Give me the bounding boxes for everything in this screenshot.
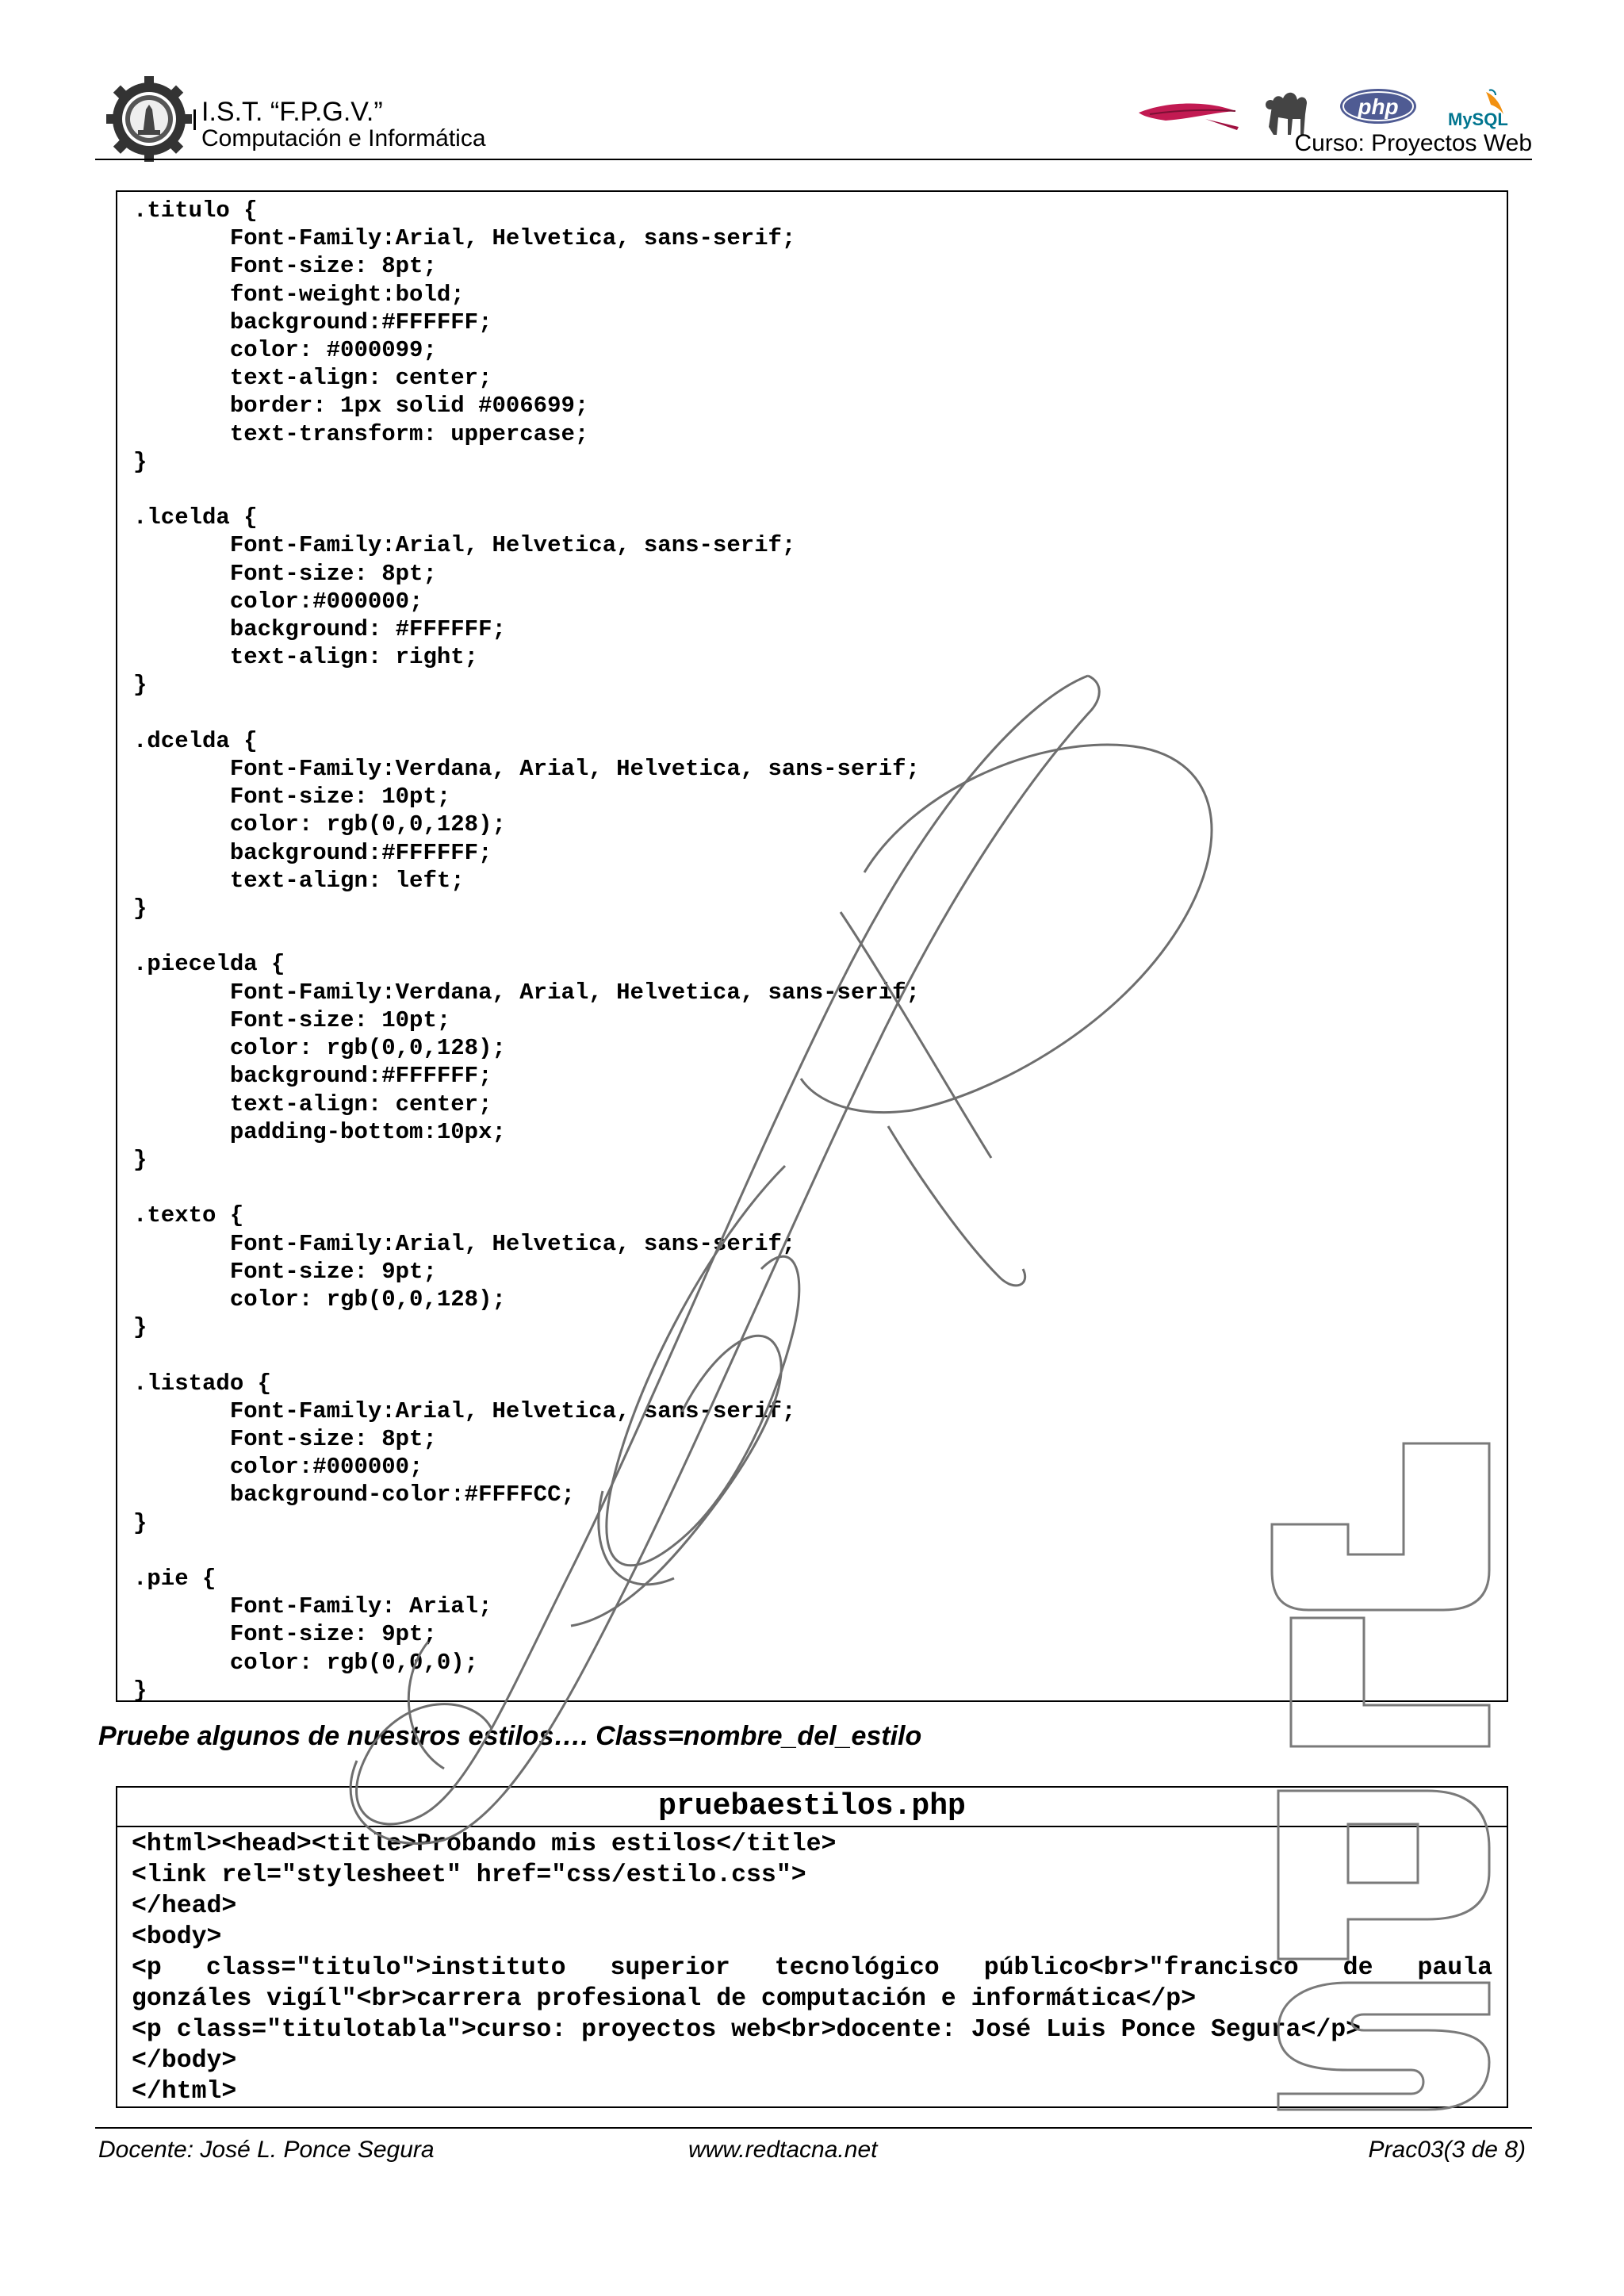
css-code-line: Font-Family:Arial, Helvetica, sans-serif; [133,225,796,252]
php-code-line: </html> [132,2078,237,2106]
css-code-line: .piecelda { [133,951,285,978]
css-code-line: color: #000099; [133,337,437,364]
php-code-line: <html><head><title>Probando mis estilos</title> [132,1830,837,1858]
footer-divider [95,2127,1532,2129]
course-title: Curso: Proyectos Web [1294,130,1532,156]
php-code [117,1827,1507,2107]
css-code-line: .titulo { [133,197,258,224]
css-code-line: } [133,1146,147,1173]
footer-teacher: Docente: José L. Ponce Segura [98,2137,435,2163]
php-logo-icon [1340,89,1416,124]
apache-feather-icon [1139,103,1239,130]
institute-logo [100,75,203,167]
css-code-line: background:#FFFFFF; [133,839,492,866]
css-code-line: background:#FFFFFF; [133,1063,492,1090]
footer-website: www.redtacna.net [688,2137,878,2163]
css-code-line: .listado { [133,1370,272,1397]
css-code-line: Font-Family:Arial, Helvetica, sans-serif; [133,1230,796,1257]
css-code-line: Font-size: 8pt; [133,1425,437,1452]
php-code-line: <p class="titulotabla">curso: proyectos web<br>docente: José Luis Ponce Segura</p> [132,2016,1362,2044]
instruction-caption: Pruebe algunos de nuestros estilos…. Class=nombre_del_estilo [98,1721,922,1751]
css-code-line: text-align: right; [133,644,479,671]
css-code-line: Font-Family:Arial, Helvetica, sans-serif; [133,1397,796,1424]
css-code-line: Font-Family:Verdana, Arial, Helvetica, sans-serif; [133,756,920,783]
svg-text:MySQL: MySQL [1448,109,1508,129]
gear-seal-icon [100,75,203,163]
css-code [117,192,1507,1704]
institute-name: I.S.T. “F.P.G.V.” [201,97,383,127]
css-code-line: background:#FFFFFF; [133,309,492,335]
perl-camel-icon [1266,93,1307,135]
css-code-line: } [133,895,147,922]
css-code-line: Font-Family:Verdana, Arial, Helvetica, sans-serif; [133,979,920,1006]
php-code-line: </head> [132,1892,237,1920]
css-code-line: } [133,672,147,699]
php-code-line: </body> [132,2047,237,2075]
css-code-line: color: rgb(0,0,0); [133,1649,479,1676]
php-code-line: <link rel="stylesheet" href="css/estilo.css"> [132,1861,806,1889]
footer-page-number: Prac03(3 de 8) [1368,2137,1526,2163]
css-code-line: color: rgb(0,0,128); [133,811,506,838]
css-code-line: background: #FFFFFF; [133,616,506,643]
css-code-line: .texto { [133,1202,244,1229]
css-code-line: Font-size: 9pt; [133,1621,437,1648]
css-code-line: Font-size: 8pt; [133,253,437,280]
php-file-title: pruebaestilos.php [117,1788,1507,1827]
css-code-line: color:#000000; [133,588,423,615]
css-code-line: color: rgb(0,0,128); [133,1035,506,1062]
css-code-line: text-align: center; [133,1091,492,1117]
css-code-line: color:#000000; [133,1454,423,1481]
php-code-box [116,1786,1508,2108]
css-code-line: Font-size: 10pt; [133,1006,451,1033]
institute-name-block [201,98,486,152]
css-code-line: } [133,1314,147,1341]
mysql-logo-icon [1448,90,1508,129]
css-code-line: } [133,1677,147,1704]
css-code-line: Font-size: 10pt; [133,784,451,811]
php-code-line: <p class="titulo">instituto superior tecnológico público<br>"francisco de paula [132,1954,1492,1982]
css-code-line: } [133,448,147,475]
css-code-line: Font-Family: Arial; [133,1593,492,1620]
css-code-line: background-color:#FFFFCC; [133,1481,575,1508]
css-code-line: Font-size: 8pt; [133,560,437,587]
css-code-line: Font-size: 9pt; [133,1258,437,1285]
css-code-line: } [133,1509,147,1536]
css-code-line: Font-Family:Arial, Helvetica, sans-serif; [133,532,796,559]
css-code-line: .lcelda { [133,504,258,531]
css-code-line: padding-bottom:10px; [133,1118,506,1145]
css-code-line: .pie { [133,1565,216,1592]
php-code-line: gonzáles vigíl"<br>carrera profesional de computación e informática</p> [132,1985,1197,2013]
department-name: Computación e Informática [201,125,486,151]
php-code-line: <body> [132,1923,222,1951]
svg-text:php: php [1358,94,1399,119]
css-code-line: text-align: left; [133,867,465,894]
css-code-line: text-align: center; [133,365,492,392]
css-code-line: .dcelda { [133,727,258,754]
css-code-line: color: rgb(0,0,128); [133,1286,506,1313]
css-code-line: border: 1px solid #006699; [133,393,589,420]
css-code-box [116,190,1508,1702]
header-divider [95,159,1532,160]
css-code-line: text-transform: uppercase; [133,420,589,447]
css-code-line: font-weight:bold; [133,281,465,308]
